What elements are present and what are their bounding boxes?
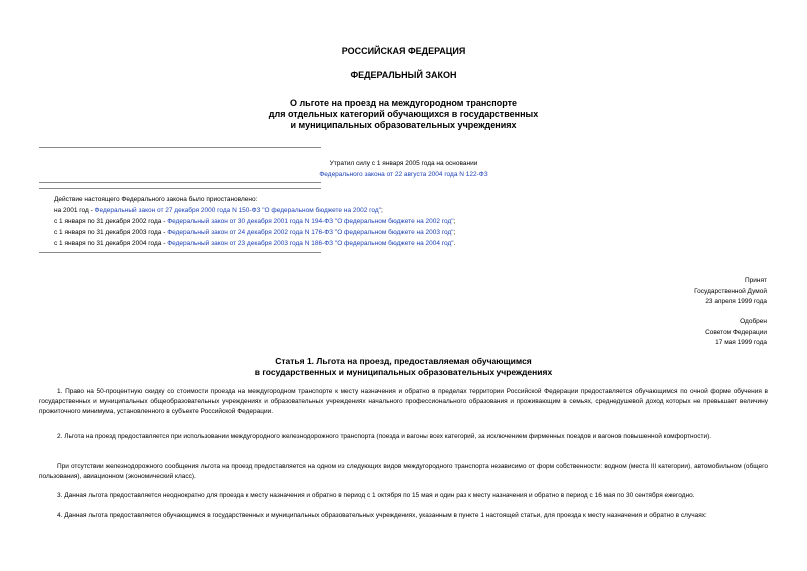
suspension-item: с 1 января по 31 декабря 2003 года - Федеральный закон от 24 декабря 2002 года N 176-ФЗ "О федеральном бюджете на 2003 год"; [54,229,456,236]
lost-force-link[interactable]: Федерального закона от 22 августа 2004 года N 122-ФЗ [319,171,488,178]
doc-type-heading: ФЕДЕРАЛЬНЫЙ ЗАКОН [350,70,457,80]
article-paragraph: 2. Льгота на проезд предоставляется при использовании междугородного железнодорожного транспорта (поезда и вагоны всех категорий, за исключением фирменных поездов и вагонов повышенной комфортности). [57,433,712,440]
suspension-intro: Действие настоящего Федерального закона было приостановлено: [54,196,258,203]
suspension-item: на 2001 год - Федеральный закон от 27 декабря 2000 года N 150-ФЗ "О федеральном бюджете на 2002 год"; [54,207,383,214]
divider [39,147,321,148]
country-heading: РОССИЙСКАЯ ФЕДЕРАЦИЯ [341,46,466,56]
suspension-link[interactable]: Федеральный закон от 23 декабря 2003 года N 186-ФЗ "О федеральном бюджете на 2004 год" [167,240,454,247]
article-paragraph: 3. Данная льгота предоставляется неоднократно для проезда к месту назначения и обратно в период с 1 октября по 15 мая и один раз к месту назначения и обратно в период с 16 мая по 30 сентября ежегодно. [57,492,695,499]
suspension-block [54,194,784,249]
law-title-line: и муниципальных образовательных учреждениях [290,120,517,130]
article-paragraph: 1. Право на 50-процентную скидку со стоимости проезда на междугородном транспорте к месту назначения и обратно в пределах территории Российской Федерации предоставляется обучающимся по очной форме обучения в государственных и муниципальных общеобразовательных учреждениях и образовательных учреждениях начального профессионального образования и проживающим в семьях, среднедушевой доход которых не превышает величину прожиточного минимума, установленного в субъекте Российской Федерации. [39,388,768,415]
approved-by-council: Одобрен Советом Федерации 17 мая 1999 года [705,318,767,346]
article-paragraph: При отсутствии железнодорожного сообщения льгота на проезд предоставляется на одном из следующих видов междугородного транспорта независимо от форм собственности: водном (места III категории), автомобильном (общего пользования), авиационном (экономический класс). [39,463,768,480]
suspension-link[interactable]: Федеральный закон от 27 декабря 2000 года N 150-ФЗ "О федеральном бюджете на 2002 год" [94,207,381,214]
article-1-title: Статья 1. Льгота на проезд, предоставляемая обучающимся в государственных и муниципальных образовательных учреждениях [254,356,553,377]
divider [39,188,321,189]
divider [39,252,321,253]
law-title [0,98,807,131]
suspension-link[interactable]: Федеральный закон от 30 декабря 2001 года N 194-ФЗ "О федеральном бюджете на 2002 год" [167,218,454,225]
law-title-line: О льготе на проезд на междугородном транспорте [289,98,518,108]
suspension-item: с 1 января по 31 декабря 2002 года - Федеральный закон от 30 декабря 2001 года N 194-ФЗ "О федеральном бюджете на 2002 год"; [54,218,456,225]
lost-force-note [200,158,607,180]
accepted-by-duma: Принят Государственной Думой 23 апреля 1999 года [694,277,767,305]
divider [39,182,321,183]
lost-force-text: Утратил силу с 1 января 2005 года на основании [329,160,478,167]
suspension-item: с 1 января по 31 декабря 2004 года - Федеральный закон от 23 декабря 2003 года N 186-ФЗ "О федеральном бюджете на 2004 год". [54,240,456,247]
law-title-line: для отдельных категорий обучающихся в государственных [268,109,539,119]
article-paragraph: 4. Данная льгота предоставляется обучающимся в государственных и муниципальных образовательных учреждениях, указанным в пункте 1 настоящей статьи, для проезда к месту назначения и обратно в случаях: [57,512,707,519]
suspension-link[interactable]: Федеральный закон от 24 декабря 2002 года N 176-ФЗ "О федеральном бюджете на 2003 год" [167,229,454,236]
